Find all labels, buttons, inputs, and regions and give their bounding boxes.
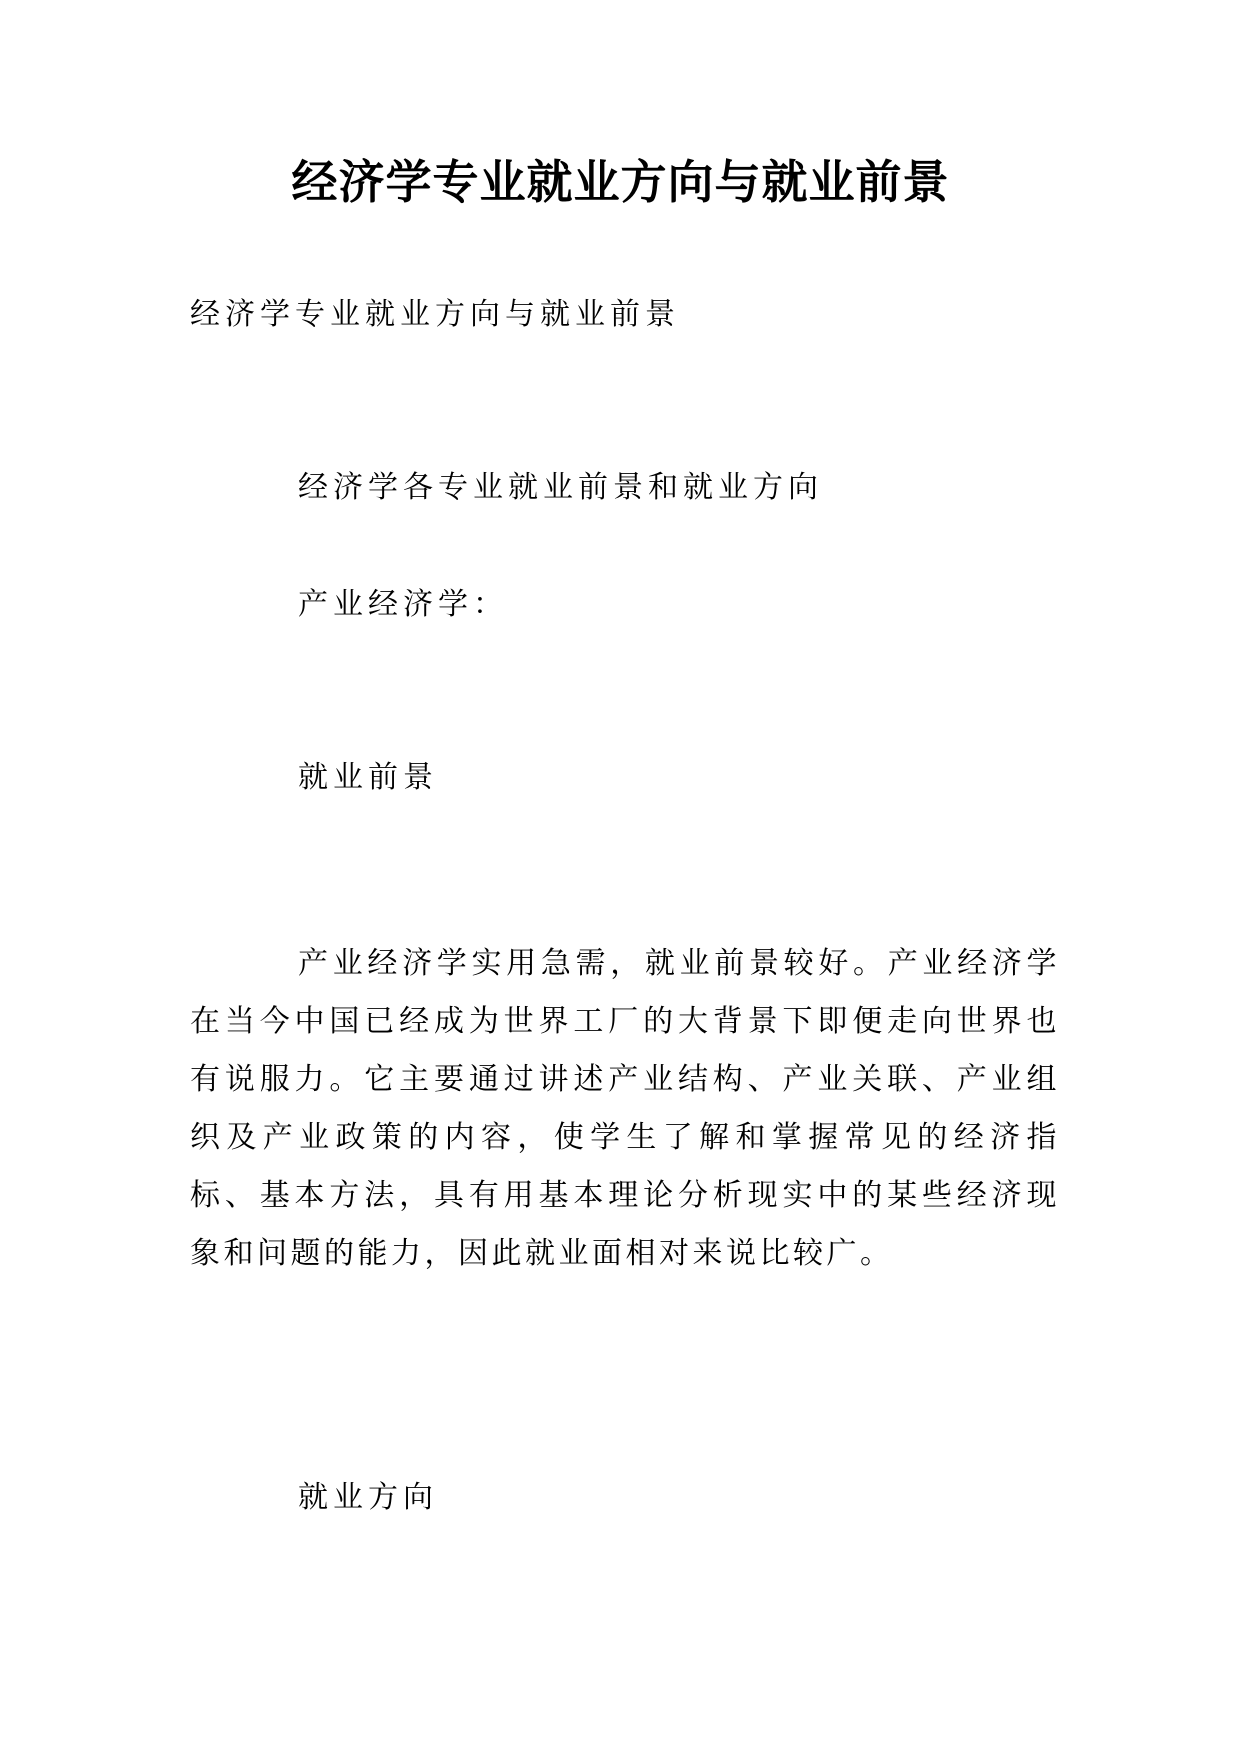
- section-heading: 经济学各专业就业前景和就业方向: [298, 470, 823, 505]
- document-subtitle: 经济学专业就业方向与就业前景: [190, 297, 680, 332]
- prospects-paragraph: 产业经济学实用急需，就业前景较好。产业经济学在当今中国已经成为世界工厂的大背景下即便走向世界也有说服力。它主要通过讲述产业结构、产业关联、产业组织及产业政策的内容，使学生了解和掌握常见的经济指标、基本方法，具有用基本理论分析现实中的某些经济现象和问题的能力，因此就业面相对来说比较广。: [190, 946, 1060, 1271]
- direction-heading: 就业方向: [298, 1480, 438, 1515]
- subject-label: 产业经济学：: [298, 587, 508, 622]
- document-title: 经济学专业就业方向与就业前景: [291, 155, 950, 209]
- prospects-heading: 就业前景: [298, 760, 438, 795]
